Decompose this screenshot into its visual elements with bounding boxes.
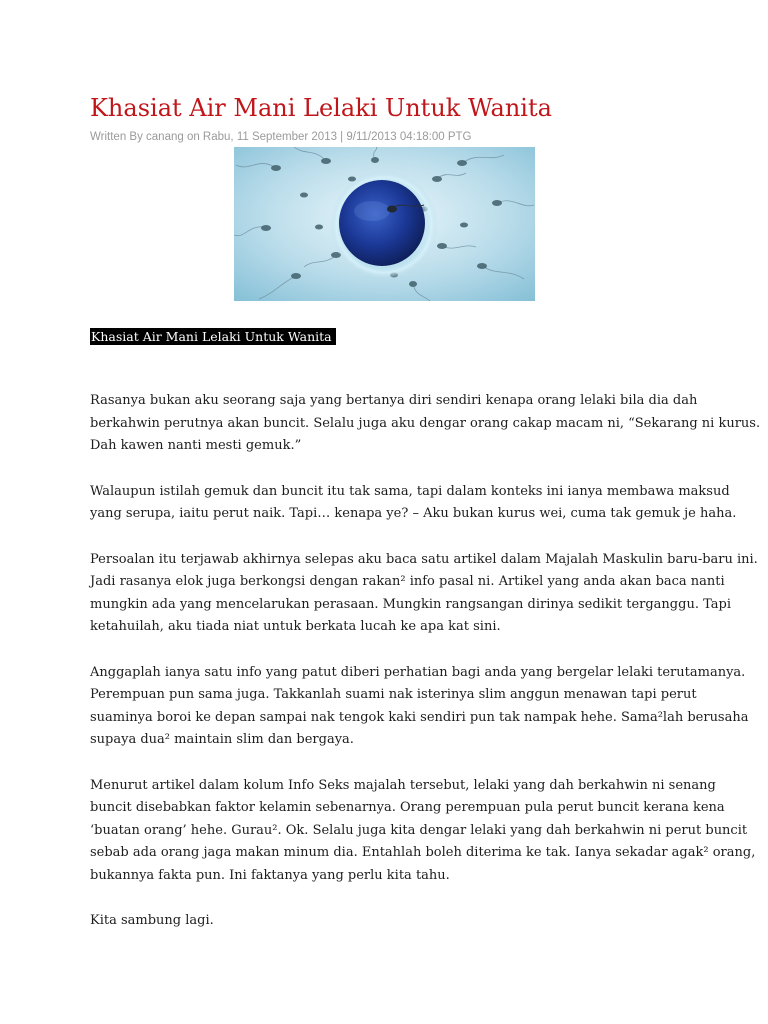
paragraph-line: mungkin ada yang mencelarukan perasaan. Mungkin rangsangan dirinya sedikit terganggu. Tapi: [90, 596, 731, 612]
paragraph-line: Walaupun istilah gemuk dan buncit itu tak sama, tapi dalam konteks ini ianya membawa maksud: [90, 483, 730, 499]
paragraph-line: supaya dua² maintain slim dan bergaya.: [90, 732, 354, 747]
article-body: [90, 390, 761, 956]
paragraph-line: Jadi rasanya elok juga berkongsi dengan rakan² info pasal ni. Artikel yang anda akan baca nanti: [90, 574, 725, 589]
paragraph-1: [90, 390, 761, 458]
paragraph-5: [90, 775, 756, 888]
paragraph-line: Dah kawen nanti mesti gemuk.”: [90, 438, 302, 453]
paragraph-line: bukannya fakta pun. Ini faktanya yang perlu kita tahu.: [90, 867, 450, 883]
paragraph-line: Perempuan pun sama juga. Takkanlah suami nak isterinya slim anggun menawan tapi perut: [90, 687, 697, 702]
highlighted-heading: Khasiat Air Mani Lelaki Untuk Wanita: [90, 328, 336, 345]
paragraph-line: yang serupa, iaitu perut naik. Tapi… kenapa ye? – Aku bukan kurus wei, cuma tak gemuk je haha.: [90, 506, 737, 521]
paragraph-line: ketahuilah, aku tiada niat untuk berkata lucah ke apa kat sini.: [90, 619, 501, 634]
paragraph-line: suaminya boroi ke depan sampai nak tengok kaki sendiri pun tak nampak hehe. Sama²lah berusaha: [90, 709, 749, 725]
article-title[interactable]: Khasiat Air Mani Lelaki Untuk Wanita: [90, 94, 552, 122]
article-image: [234, 147, 535, 301]
article-byline: Written By canang on Rabu, 11 September 2013 | 9/11/2013 04:18:00 PTG: [90, 131, 472, 143]
paragraph-line: Menurut artikel dalam kolum Info Seks majalah tersebut, lelaki yang dah berkahwin ni senang: [90, 777, 716, 793]
paragraph-line: buncit disebabkan faktor kelamin sebenarnya. Orang perempuan pula perut buncit kerana kena: [90, 800, 725, 815]
paragraph-line: berkahwin perutnya akan buncit. Selalu juga aku dengar orang cakap macam ni, “Sekarang ni kurus.: [90, 415, 761, 431]
paragraph-line: Rasanya bukan aku seorang saja yang bertanya diri sendiri kenapa orang lelaki bila dia dah: [90, 393, 698, 408]
paragraph-6: [90, 910, 710, 933]
paragraph-line: ‘buatan orang’ hehe. Gurau². Ok. Selalu juga kita dengar lelaki yang dah berkahwin ni perut buncit: [90, 822, 748, 838]
paragraph-line: Kita sambung lagi.: [90, 913, 214, 928]
paragraph-line: sebab ada orang jaga makan minum dia. Entahlah boleh diterima ke tak. Ianya sekadar agak² orang,: [90, 845, 756, 860]
paragraph-4: [90, 662, 749, 752]
paragraph-line: Persoalan itu terjawab akhirnya selepas aku baca satu artikel dalam Majalah Maskulin baru-baru ini.: [90, 551, 758, 567]
paragraph-line: Anggaplah ianya satu info yang patut diberi perhatian bagi anda yang bergelar lelaki terutamanya.: [90, 664, 746, 680]
paragraph-2: [90, 481, 737, 526]
paragraph-3: [90, 549, 758, 639]
